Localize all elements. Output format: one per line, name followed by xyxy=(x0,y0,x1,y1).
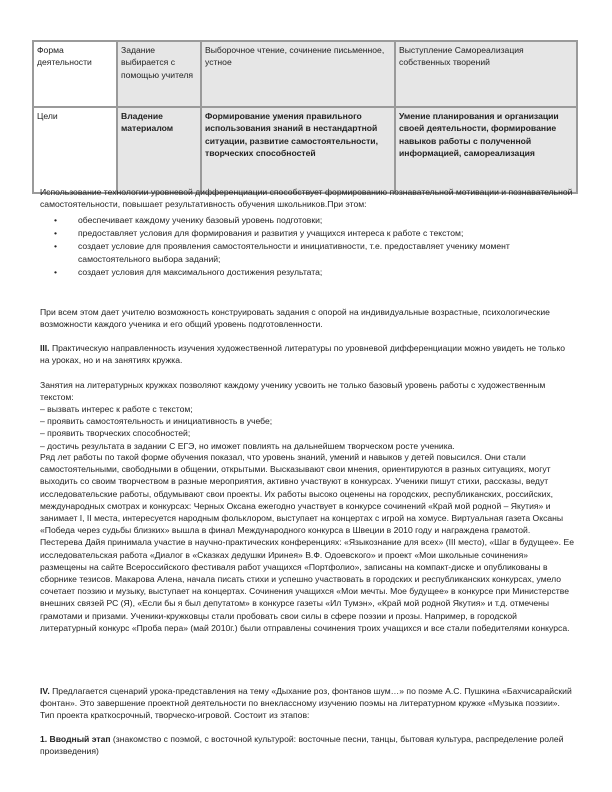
list-item: • обеспечивает каждому ученику базовый уровень подготовки; xyxy=(54,215,323,225)
dash-list xyxy=(40,403,574,452)
list-item: • создает условие для проявления самостоятельности и инициативности, т.е. предоставляет ученику момент самостоятельного выбора заданий; xyxy=(54,241,510,264)
bullet-icon: • xyxy=(54,215,58,225)
bullet-icon: • xyxy=(54,228,58,239)
table-row xyxy=(33,107,577,193)
list-item: – достичь результата в задании С ЕГЭ, но иможет повлиять на дальнейшем творческом росте ученика. xyxy=(40,440,455,451)
table-cell: Задание выбирается с помощью учителя xyxy=(117,41,201,107)
section-three-paragraph: III. Практическую направленность изучения художественной литературы по уровневой дифференциации можно увидеть не только на уроках, но и на занятиях кружка. xyxy=(40,343,565,366)
list-item: – проявить самостоятельность и инициативность в учебе; xyxy=(40,416,273,427)
table-cell: Владение материалом xyxy=(117,107,201,193)
table-cell: Умение планирования и организации своей деятельности, формирование навыков работы с полученной информацией, самореализация xyxy=(395,107,577,193)
results-paragraph: Ряд лет работы по такой форме обучения показал, что уровень знаний, умений и навыков у детей повысился. Они стали самостоятельными, свободными в общении, открытыми. Высказывают свои мнения, ориентируются в разных ситуациях, могут выходить со своим творчеством в разные мероприятия, активно участвуют в конкурсах. Ученики пишут стихи, рассказы, ведут исследовательские работы, обдумывают свои проекты. Их работы высоко оценены на городских, республиканских, российских, международных смотрах и конкурсах: Черных Оксана ежегодно участвует в конкурсе сочинений «Край мой родной – Якутия» и занимает I, II места, интересуется народным фольклором, выступает на концертах с игрой на хомусе. Виртуальная газета Оксаны «Победа через судьбы близких» вышла в финал Международного конкурса в Швеции в 2010 году и награждена грамотой. Пестерева Дайя принимала участие в научно-практических конференциях: «Языкознание для всех» (III место), «Шаг в будущее». Ее исследовательская работа «Диалог в «Сказках дедушки Иринея» В.Ф. Одоевского» и проект «Мои школьные сочинения» размещены на сайте Всероссийского фестиваля работ учащихся «Портфолио», записаны на компакт-диске и опубликованы в сборнике тезисов. Макарова Алена, начала писать стихи и успешно участвовать в городских и республиканских конкурсах, умело сочетает поэзию и музыку, выступает на концертах. Сочинения учащихся «Мои мечты. Мое будущее» в конкурсе при Министерстве внешних связей РС (Я), «Если бы я был депутатом» в конкурсе газеты «Ил Тумэн», «Край мой родной Якутия» и т.д. отмечены грамотами и призами. Ученики-кружковцы стали пробовать свои силы в сфере поэзии и прозы. Например, в городской литературный конкурс «Проба пера» (май 2010г.) были отправлены сочинения троих учащихся и все стали победителями конкурса. xyxy=(40,452,574,633)
circles-paragraph: Занятия на литературных кружках позволяют каждому ученику усвоить не только базовый уровень работы с художественным текстом: xyxy=(40,380,546,403)
activity-table xyxy=(32,40,578,194)
teacher-paragraph: При всем этом дает учителю возможность конструировать задания с опорой на индивидуальные возрастные, психологические возможности каждого ученика и его общий уровень подготовленности. xyxy=(40,307,550,330)
intro-paragraph: Использование технологии уровневой дифференциации способствует формированию познавательной мотивации и познавательной самостоятельности, повышает результативность обучения школьников.При этом: xyxy=(40,187,573,210)
list-item: • создает условия для максимального достижения результата; xyxy=(54,266,323,277)
bullet-icon: • xyxy=(54,266,58,277)
section-number: III. xyxy=(40,343,50,353)
table-cell: Выступление Самореализация собственных творений xyxy=(395,41,577,107)
list-item: • предоставляет условия для формирования и развития у учащихся интереса к работе с текстом; xyxy=(54,228,464,239)
table-cell: Выборочное чтение, сочинение письменное, устное xyxy=(201,41,395,107)
stage-title: 1. Вводный этап xyxy=(40,734,111,744)
section-number: IV. xyxy=(40,686,50,696)
table-row xyxy=(33,41,577,107)
table-cell: Цели xyxy=(33,107,117,193)
bullet-icon: • xyxy=(54,241,58,252)
table-cell: Формирование умения правильного использования знаний в нестандартной ситуации, развитие самостоятельности, творческих способностей xyxy=(201,107,395,193)
list-item: – проявить творческих способностей; xyxy=(40,428,191,439)
table-cell: Форма деятельности xyxy=(33,41,117,107)
section-four-paragraph: IV. Предлагается сценарий урока-представления на тему «Дыхание роз, фонтанов шум…» по поэме А.С. Пушкина «Бахчисарайский фонтан». Это завершение проектной деятельности по внеклассному изучению поэмы на литературном кружке «Музыка поэзии». Тип проекта краткосрочный, творческо-игровой. Состоит из этапов: xyxy=(40,686,572,721)
stage-one-paragraph: 1. Вводный этап (знакомство с поэмой, с восточной культурой: восточные песни, танцы, бытовая культура, распределение ролей произведения) xyxy=(40,734,564,757)
list-item: – вызвать интерес к работе с текстом; xyxy=(40,404,193,414)
bullet-list xyxy=(40,214,574,278)
